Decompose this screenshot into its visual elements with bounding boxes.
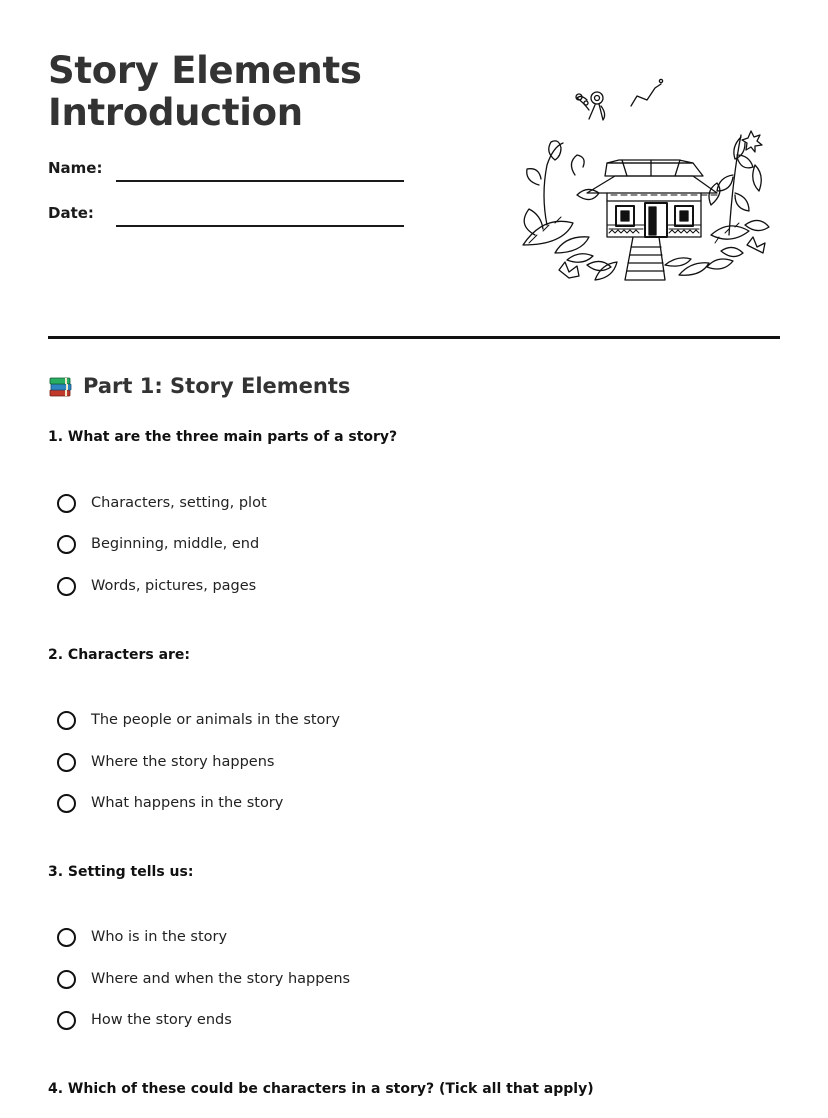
- option-label: Words, pictures, pages: [91, 578, 257, 594]
- q2-option-3[interactable]: [57, 791, 283, 815]
- date-label: Date:: [48, 204, 94, 222]
- question-3: 3. Setting tells us:: [48, 864, 194, 880]
- butterfly-icon: [576, 92, 605, 120]
- option-label: Beginning, middle, end: [91, 536, 260, 552]
- house: [587, 160, 717, 237]
- radio-button[interactable]: [57, 494, 76, 513]
- radio-button[interactable]: [57, 928, 76, 947]
- radio-button[interactable]: [57, 535, 76, 554]
- q3-option-1[interactable]: [57, 925, 227, 949]
- question-2: 2. Characters are:: [48, 647, 191, 663]
- stairs: [625, 237, 665, 280]
- title-line-2: Introduction: [48, 91, 303, 134]
- q2-option-2[interactable]: [57, 750, 274, 774]
- name-label: Name:: [48, 159, 103, 177]
- q2-option-1[interactable]: [57, 708, 340, 732]
- bird-icon: [631, 79, 663, 106]
- q1-option-2[interactable]: [57, 532, 259, 556]
- question-1: 1. What are the three main parts of a story?: [48, 429, 398, 445]
- option-label: Where and when the story happens: [91, 971, 351, 987]
- radio-button[interactable]: [57, 577, 76, 596]
- option-label: What happens in the story: [91, 795, 284, 811]
- option-label: Characters, setting, plot: [91, 495, 267, 511]
- section-title: [48, 374, 350, 398]
- option-label: Who is in the story: [91, 929, 228, 945]
- q1-option-1[interactable]: [57, 491, 267, 515]
- option-label: Where the story happens: [91, 754, 275, 770]
- radio-button[interactable]: [57, 970, 76, 989]
- radio-button[interactable]: [57, 711, 76, 730]
- section-title-text: Part 1: Story Elements: [83, 374, 351, 398]
- question-4: 4. Which of these could be characters in a story? (Tick all that apply): [48, 1081, 594, 1097]
- house-garden-illustration: [515, 75, 773, 285]
- books-icon: [48, 374, 74, 398]
- right-plants: [665, 131, 769, 275]
- radio-button[interactable]: [57, 753, 76, 772]
- left-plants: [523, 141, 617, 280]
- q3-option-2[interactable]: [57, 967, 350, 991]
- radio-button[interactable]: [57, 1011, 76, 1030]
- q3-option-3[interactable]: [57, 1008, 232, 1032]
- name-field[interactable]: [116, 180, 404, 182]
- radio-button[interactable]: [57, 794, 76, 813]
- q1-option-3[interactable]: [57, 574, 256, 598]
- section-divider: [48, 336, 780, 339]
- option-label: How the story ends: [91, 1012, 232, 1028]
- title-line-1: Story Elements: [48, 49, 362, 92]
- worksheet-title: [48, 50, 362, 134]
- option-label: The people or animals in the story: [91, 712, 340, 728]
- date-field[interactable]: [116, 225, 404, 227]
